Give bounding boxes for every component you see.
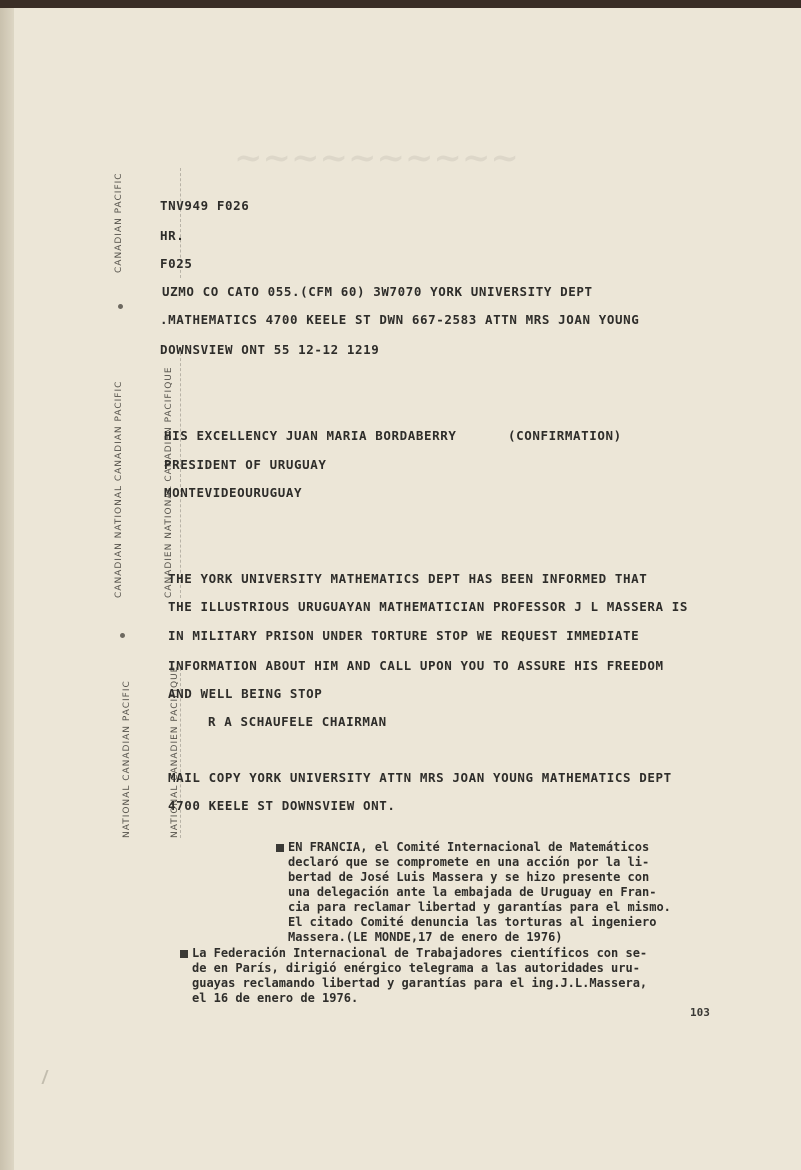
- note1-line: Massera.(LE MONDE,17 de enero de 1976): [288, 930, 563, 944]
- bullet-icon: [180, 950, 188, 958]
- note2-line: de en París, dirigió enérgico telegrama a las autoridades uru-: [192, 961, 640, 975]
- address-line-1: HIS EXCELLENCY JUAN MARIA BORDABERRY: [164, 428, 457, 443]
- note1-line: EN FRANCIA, el Comité Internacional de Matemáticos: [288, 840, 650, 854]
- bullet-icon: [276, 844, 284, 852]
- punch-dot: [120, 633, 125, 638]
- note1-line: El citado Comité denuncia las torturas al ingeniero: [288, 915, 657, 929]
- stamp-text-bottom-right: NATIONAL CANADIEN PACIFIQUE: [170, 665, 180, 838]
- body-line-1: THE YORK UNIVERSITY MATHEMATICS DEPT HAS BEEN INFORMED THAT: [168, 571, 648, 586]
- page-binding: [0, 8, 14, 1170]
- stamp-text-middle-right: CANADIEN NATIONAL CANADIEN PACIFIQUE: [164, 366, 174, 598]
- mail-copy-line-1: MAIL COPY YORK UNIVERSITY ATTN MRS JOAN YOUNG MATHEMATICS DEPT: [168, 770, 672, 785]
- punch-dot: [118, 304, 123, 309]
- body-line-4: INFORMATION ABOUT HIM AND CALL UPON YOU TO ASSURE HIS FREEDOM: [168, 658, 664, 673]
- note2-line: el 16 de enero de 1976.: [192, 991, 359, 1005]
- note1-line: bertad de José Luis Massera y se hizo presente con: [288, 870, 650, 884]
- stamp-text-middle: CANADIAN NATIONAL CANADIAN PACIFIC: [114, 380, 124, 598]
- routing-line-3: DOWNSVIEW ONT 55 12-12 1219: [160, 342, 380, 357]
- note1-line: cia para reclamar libertad y garantías para el mismo.: [288, 900, 671, 914]
- note1-line: una delegación ante la embajada de Uruguay en Fran-: [288, 885, 657, 899]
- stamp-text-top: CANADIAN PACIFIC: [114, 172, 124, 273]
- address-line-2: PRESIDENT OF URUGUAY: [164, 457, 327, 472]
- note-federacion: [180, 946, 647, 1006]
- routing-line-1: UZMO CO CATO 055.(CFM 60) 3W7070 YORK UNIVERSITY DEPT: [162, 284, 593, 299]
- note2-line: La Federación Internacional de Trabajadores científicos con se-: [192, 946, 648, 960]
- body-line-3: IN MILITARY PRISON UNDER TORTURE STOP WE REQUEST IMMEDIATE: [168, 628, 640, 643]
- signature: R A SCHAUFELE CHAIRMAN: [208, 714, 387, 729]
- telegram-header-1: TNV949 F026: [160, 198, 250, 213]
- body-line-5: AND WELL BEING STOP: [168, 686, 323, 701]
- note2-line: guayas reclamando libertad y garantías para el ing.J.L.Massera,: [192, 976, 648, 990]
- routing-line-2: .MATHEMATICS 4700 KEELE ST DWN 667-2583 ATTN MRS JOAN YOUNG: [160, 312, 640, 327]
- mail-copy-line-2: 4700 KEELE ST DOWNSVIEW ONT.: [168, 798, 396, 813]
- telegram-header-2: HR.: [160, 228, 185, 243]
- bleed-through: ~~~~~~~~~~: [234, 138, 519, 178]
- address-line-3: MONTEVIDEOURUGUAY: [164, 485, 303, 500]
- confirmation-label: (CONFIRMATION): [508, 428, 622, 443]
- body-line-2: THE ILLUSTRIOUS URUGUAYAN MATHEMATICIAN PROFESSOR J L MASSERA IS: [168, 599, 689, 614]
- document-page: [14, 8, 801, 1170]
- page-number: 103: [690, 1006, 710, 1019]
- stamp-text-bottom: NATIONAL CANADIAN PACIFIC: [122, 680, 132, 838]
- pencil-mark: [41, 1070, 58, 1084]
- note1-line: declaró que se compromete en una acción por la li-: [288, 855, 650, 869]
- note-francia: [276, 840, 671, 945]
- top-edge: [0, 0, 801, 8]
- telegram-header-3: F025: [160, 256, 193, 271]
